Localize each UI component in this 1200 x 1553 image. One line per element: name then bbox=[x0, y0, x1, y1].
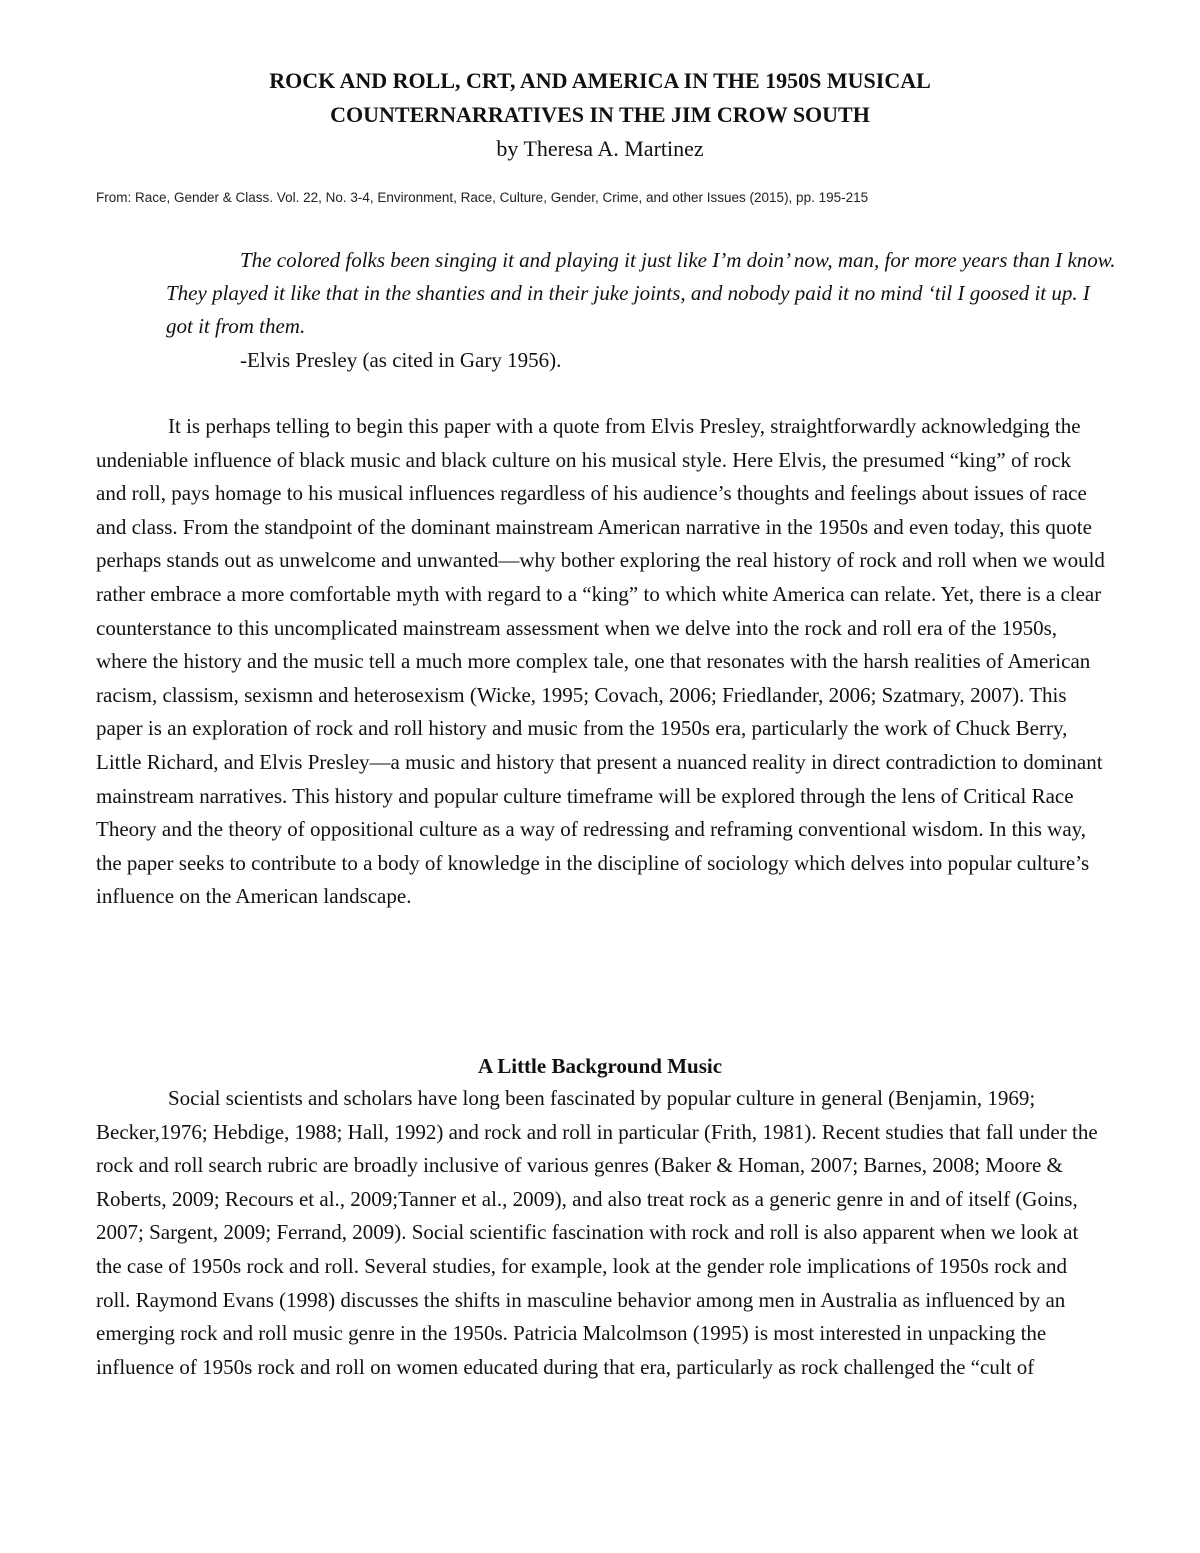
epigraph-quote: The colored folks been singing it and playing it just like I’m doin’ now, man, for more years than I know. They played it like that in the shanties and in their juke joints, and nobody paid it no mind ‘til I goosed it up. I got it from them. bbox=[166, 248, 1116, 338]
body-paragraph: Social scientists and scholars have long been fascinated by popular culture in general (Benjamin, 1969; Becker,1976; Hebdige, 1988; Hall, 1992) and rock and roll in particular (Frith, 1981). Recent studies that fall under the rock and roll search rubric are broadly inclusive of various genres (Baker & Homan, 2007; Barnes, 2008; Moore & Roberts, 2009; Recours et al., 2009;Tanner et al., 2009), and also treat rock as a generic genre in and of itself (Goins, 2007; Sargent, 2009; Ferrand, 2009). Social scientific fascination with rock and roll is also apparent when we look at the case of 1950s rock and roll. Several studies, for example, look at the gender role implications of 1950s rock and roll. Raymond Evans (1998) discusses the shifts in masculine behavior among men in Australia as influenced by an emerging rock and roll music genre in the 1950s. Patricia Malcolmson (1995) is most interested in unpacking the influence of 1950s rock and roll on women educated during that era, particularly as rock challenged the “cult of bbox=[96, 1086, 1098, 1379]
body-paragraph: It is perhaps telling to begin this paper with a quote from Elvis Presley, straightforwardly acknowledging the undeniable influence of black music and black culture on his musical style. Here Elvis, the presumed “king” of rock and roll, pays homage to his musical influences regardless of his audience’s thoughts and feelings about issues of race and class. From the standpoint of the dominant mainstream American narrative in the 1950s and even today, this quote perhaps stands out as unwelcome and unwanted—why bother exploring the real history of rock and roll when we would rather embrace a more comfortable myth with regard to a “king” to which white America can relate. Yet, there is a clear counterstance to this uncomplicated mainstream assessment when we delve into the rock and roll era of the 1950s, where the history and the music tell a much more complex tale, one that resonates with the harsh realities of American racism, classism, sexismn and heterosexism (Wicke, 1995; Covach, 2006; Friedlander, 2006; Szatmary, 2007). This paper is an exploration of rock and roll history and music from the 1950s era, particularly the work of Chuck Berry, Little Richard, and Elvis Presley—a music and history that present a nuanced reality in direct contradiction to dominant mainstream narratives. This history and popular culture timeframe will be explored through the lens of Critical Race Theory and the theory of oppositional culture as a way of redressing and reframing conventional wisdom. In this way, the paper seeks to contribute to a body of knowledge in the discipline of sociology which delves into popular culture’s influence on the American landscape. bbox=[96, 414, 1105, 909]
section-heading: A Little Background Music bbox=[477, 1054, 723, 1078]
epigraph bbox=[166, 244, 1116, 343]
title-line-1: ROCK AND ROLL, CRT, AND AMERICA IN THE 1950S MUSICAL bbox=[269, 68, 931, 93]
author-byline: by Theresa A. Martinez bbox=[496, 136, 704, 161]
epigraph-attribution: -Elvis Presley (as cited in Gary 1956). bbox=[240, 348, 562, 372]
source-citation: From: Race, Gender & Class. Vol. 22, No. 3-4, Environment, Race, Culture, Gender, Crime, and other Issues (2015), pp. 195-215 bbox=[96, 190, 869, 205]
paper-title bbox=[80, 64, 1120, 132]
title-line-2: COUNTERNARRATIVES IN THE JIM CROW SOUTH bbox=[330, 102, 870, 127]
